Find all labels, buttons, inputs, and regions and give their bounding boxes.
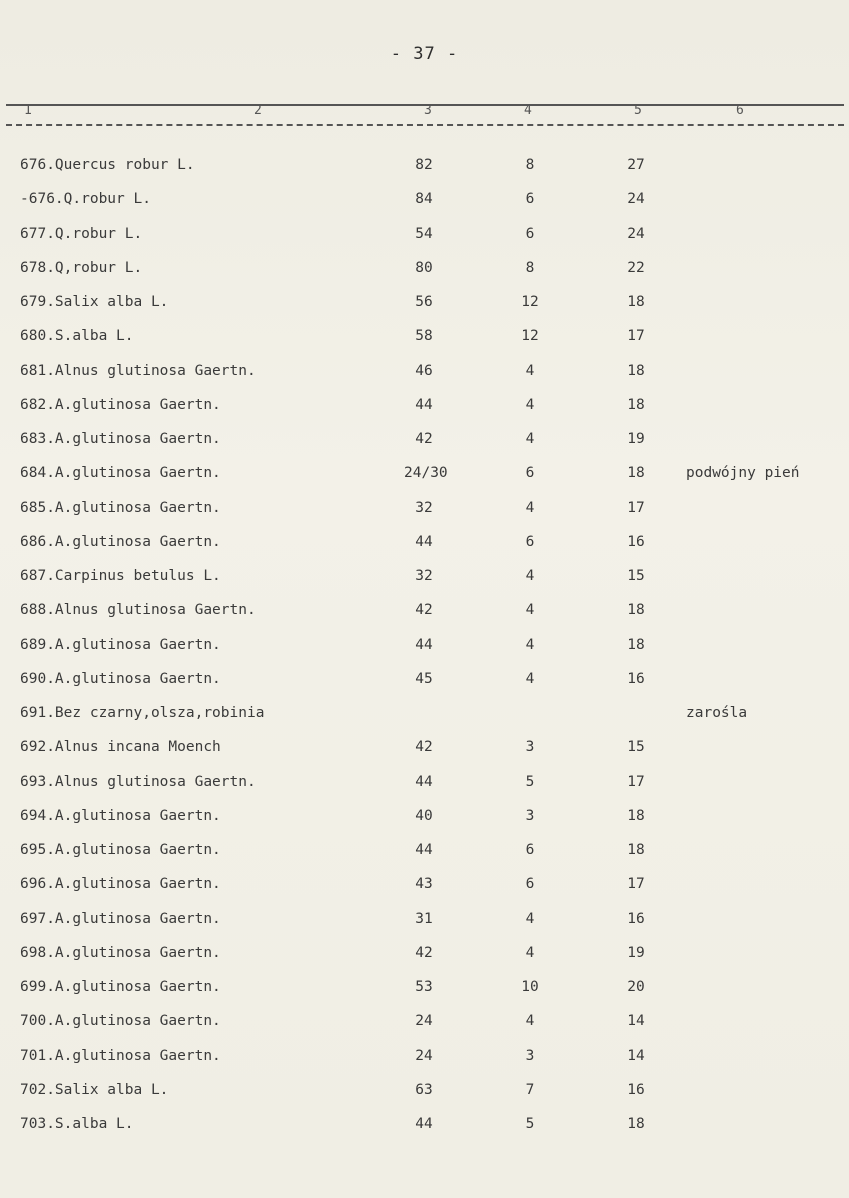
column-5-cell: 22	[627, 260, 645, 276]
column-5-cell: 27	[627, 157, 645, 173]
table-row	[0, 808, 849, 830]
species-cell: 688.Alnus glutinosa Gaertn.	[20, 602, 256, 618]
table-row	[0, 260, 849, 282]
species-cell: 678.Q,robur L.	[20, 260, 143, 276]
species-cell: 686.A.glutinosa Gaertn.	[20, 534, 221, 550]
species-cell: 684.A.glutinosa Gaertn.	[20, 465, 221, 481]
column-3-cell: 44	[415, 637, 433, 653]
column-5-cell: 18	[627, 363, 645, 379]
column-3-cell: 56	[415, 294, 433, 310]
table-row	[0, 876, 849, 898]
table-row	[0, 397, 849, 419]
table-row	[0, 328, 849, 350]
table-row	[0, 602, 849, 624]
column-5-cell: 16	[627, 671, 645, 687]
column-header-3: 3	[424, 103, 432, 118]
table-row	[0, 534, 849, 556]
column-4-cell: 6	[525, 534, 535, 550]
species-cell: 691.Bez czarny,olsza,robinia	[20, 705, 265, 721]
column-3-cell: 43	[415, 876, 433, 892]
table-row	[0, 911, 849, 933]
column-4-cell: 4	[525, 568, 535, 584]
column-5-cell: 16	[627, 1082, 645, 1098]
column-4-cell: 7	[525, 1082, 535, 1098]
table-row	[0, 979, 849, 1001]
column-3-cell: 24	[415, 1013, 433, 1029]
column-4-cell: 4	[525, 500, 535, 516]
column-4-cell: 4	[525, 363, 535, 379]
column-3-cell: 24/30	[404, 465, 448, 481]
column-4-cell: 12	[521, 294, 539, 310]
column-5-cell: 24	[627, 226, 645, 242]
column-4-cell: 4	[525, 911, 535, 927]
table-row	[0, 842, 849, 864]
column-5-cell: 19	[627, 431, 645, 447]
column-3-cell: 44	[415, 1116, 433, 1132]
column-3-cell: 42	[415, 431, 433, 447]
table-row	[0, 671, 849, 693]
column-3-cell: 45	[415, 671, 433, 687]
species-cell: 690.A.glutinosa Gaertn.	[20, 671, 221, 687]
species-cell: 682.A.glutinosa Gaertn.	[20, 397, 221, 413]
column-3-cell: 84	[415, 191, 433, 207]
species-cell: 700.A.glutinosa Gaertn.	[20, 1013, 221, 1029]
column-3-cell: 44	[415, 842, 433, 858]
column-3-cell: 42	[415, 739, 433, 755]
column-4-cell: 6	[525, 842, 535, 858]
column-4-cell: 6	[525, 226, 535, 242]
column-5-cell: 14	[627, 1013, 645, 1029]
column-5-cell: 15	[627, 568, 645, 584]
column-3-cell: 82	[415, 157, 433, 173]
column-3-cell: 54	[415, 226, 433, 242]
remarks-cell: podwójny pień	[686, 465, 800, 481]
column-3-cell: 42	[415, 602, 433, 618]
species-cell: 696.A.glutinosa Gaertn.	[20, 876, 221, 892]
column-3-cell: 31	[415, 911, 433, 927]
column-5-cell: 19	[627, 945, 645, 961]
column-4-cell: 3	[525, 1048, 535, 1064]
table-row	[0, 1048, 849, 1070]
column-4-cell: 4	[525, 671, 535, 687]
column-5-cell: 18	[627, 1116, 645, 1132]
table-row	[0, 568, 849, 590]
column-5-cell: 18	[627, 842, 645, 858]
column-5-cell: 16	[627, 534, 645, 550]
species-cell: 689.A.glutinosa Gaertn.	[20, 637, 221, 653]
column-3-cell: 40	[415, 808, 433, 824]
column-4-cell: 4	[525, 602, 535, 618]
table-row	[0, 1013, 849, 1035]
column-4-cell: 6	[525, 191, 535, 207]
column-4-cell: 5	[525, 1116, 535, 1132]
column-3-cell: 63	[415, 1082, 433, 1098]
remarks-cell: zarośla	[686, 705, 748, 721]
column-5-cell: 17	[627, 774, 645, 790]
column-3-cell: 44	[415, 534, 433, 550]
species-cell: 680.S.alba L.	[20, 328, 134, 344]
column-4-cell: 3	[525, 808, 535, 824]
table-row	[0, 465, 849, 487]
table-row	[0, 1116, 849, 1138]
column-header-2: 2	[254, 103, 262, 118]
column-5-cell: 16	[627, 911, 645, 927]
species-cell: 685.A.glutinosa Gaertn.	[20, 500, 221, 516]
column-3-cell: 32	[415, 568, 433, 584]
column-3-cell: 46	[415, 363, 433, 379]
column-3-cell: 44	[415, 397, 433, 413]
column-4-cell: 8	[525, 157, 535, 173]
table-row	[0, 774, 849, 796]
column-4-cell: 8	[525, 260, 535, 276]
table-row	[0, 226, 849, 248]
column-3-cell: 44	[415, 774, 433, 790]
column-5-cell: 15	[627, 739, 645, 755]
table-row	[0, 500, 849, 522]
column-3-cell: 53	[415, 979, 433, 995]
column-5-cell: 18	[627, 602, 645, 618]
column-4-cell: 4	[525, 945, 535, 961]
species-cell: 697.A.glutinosa Gaertn.	[20, 911, 221, 927]
species-cell: 695.A.glutinosa Gaertn.	[20, 842, 221, 858]
column-4-cell: 6	[525, 465, 535, 481]
column-4-cell: 6	[525, 876, 535, 892]
table-row	[0, 739, 849, 761]
column-4-cell: 5	[525, 774, 535, 790]
table-row	[0, 294, 849, 316]
column-3-cell: 58	[415, 328, 433, 344]
column-5-cell: 17	[627, 876, 645, 892]
column-5-cell: 20	[627, 979, 645, 995]
column-5-cell: 18	[627, 397, 645, 413]
table-row	[0, 363, 849, 385]
column-5-cell: 18	[627, 637, 645, 653]
column-header-1: 1	[24, 103, 32, 118]
column-5-cell: 24	[627, 191, 645, 207]
table-row	[0, 637, 849, 659]
column-4-cell: 10	[521, 979, 539, 995]
column-header-6: 6	[736, 103, 744, 118]
column-5-cell: 18	[627, 808, 645, 824]
table-row	[0, 157, 849, 179]
species-cell: 679.Salix alba L.	[20, 294, 169, 310]
column-5-cell: 18	[627, 465, 645, 481]
column-4-cell: 4	[525, 637, 535, 653]
species-cell: 676.Quercus robur L.	[20, 157, 195, 173]
column-3-cell: 32	[415, 500, 433, 516]
column-5-cell: 18	[627, 294, 645, 310]
species-cell: 681.Alnus glutinosa Gaertn.	[20, 363, 256, 379]
column-4-cell: 3	[525, 739, 535, 755]
table-row	[0, 191, 849, 213]
species-cell: 699.A.glutinosa Gaertn.	[20, 979, 221, 995]
species-cell: 694.A.glutinosa Gaertn.	[20, 808, 221, 824]
column-4-cell: 4	[525, 431, 535, 447]
column-5-cell: 17	[627, 500, 645, 516]
column-4-cell: 4	[525, 397, 535, 413]
column-5-cell: 17	[627, 328, 645, 344]
table-row	[0, 431, 849, 453]
table-header-rule	[6, 124, 844, 126]
species-cell: 703.S.alba L.	[20, 1116, 134, 1132]
column-3-cell: 24	[415, 1048, 433, 1064]
column-header-4: 4	[524, 103, 532, 118]
column-4-cell: 12	[521, 328, 539, 344]
species-cell: 701.A.glutinosa Gaertn.	[20, 1048, 221, 1064]
species-cell: 692.Alnus incana Moench	[20, 739, 221, 755]
table-row	[0, 1082, 849, 1104]
column-3-cell: 42	[415, 945, 433, 961]
species-cell: 687.Carpinus betulus L.	[20, 568, 221, 584]
species-cell: 677.Q.robur L.	[20, 226, 143, 242]
column-4-cell: 4	[525, 1013, 535, 1029]
species-cell: 698.A.glutinosa Gaertn.	[20, 945, 221, 961]
species-cell: 702.Salix alba L.	[20, 1082, 169, 1098]
column-3-cell: 80	[415, 260, 433, 276]
species-cell: 693.Alnus glutinosa Gaertn.	[20, 774, 256, 790]
page-number: - 37 -	[390, 44, 459, 64]
column-5-cell: 14	[627, 1048, 645, 1064]
table-row	[0, 705, 849, 727]
column-header-5: 5	[634, 103, 642, 118]
species-cell: 683.A.glutinosa Gaertn.	[20, 431, 221, 447]
species-cell: -676.Q.robur L.	[20, 191, 151, 207]
table-row	[0, 945, 849, 967]
